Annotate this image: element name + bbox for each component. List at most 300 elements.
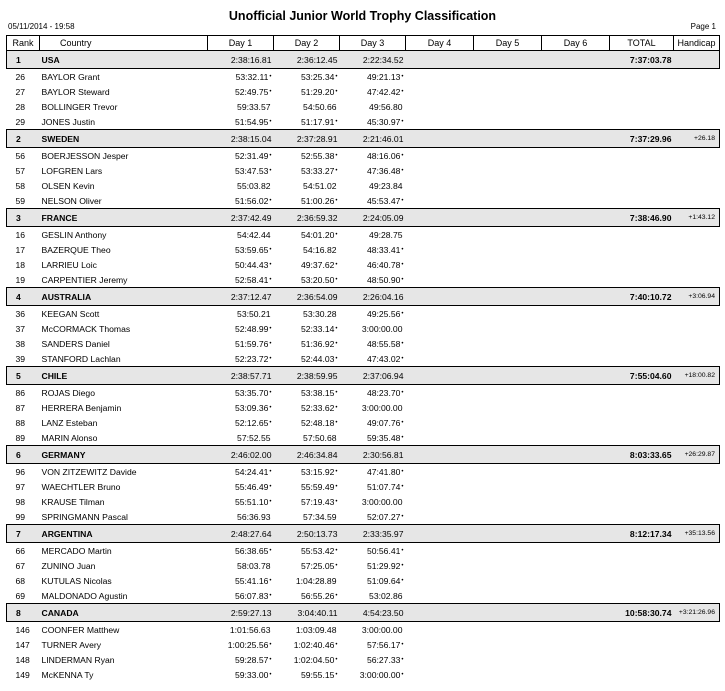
rider-day4: [406, 69, 474, 85]
rider-day1: [208, 114, 274, 130]
rider-number-text: 66: [15, 545, 26, 556]
rider-name-text: ZUNINO Juan: [41, 560, 96, 571]
rider-name-text: LOFGREN Lars: [41, 165, 103, 176]
rider-number: [7, 558, 40, 573]
rider-name: [40, 84, 208, 99]
team-rank-text: 3: [16, 212, 21, 223]
rider-day1-text: 56:38.65: [234, 545, 269, 556]
best-time-marker: •: [335, 468, 338, 475]
rider-day6: [542, 479, 610, 494]
rider-day3: [340, 558, 406, 573]
rider-day3-text: 3:00:00.00: [361, 402, 403, 413]
rider-day5: [474, 69, 542, 85]
team-day3: [340, 130, 406, 148]
rider-name-text: LINDERMAN Ryan: [41, 654, 115, 665]
rider-name: [40, 464, 208, 480]
rider-handicap: [674, 509, 720, 525]
rider-day4: [406, 193, 474, 209]
rider-day6: [542, 509, 610, 525]
rider-day2: [274, 351, 340, 367]
rider-row: [7, 336, 720, 351]
rider-day4: [406, 272, 474, 288]
rider-day6: [542, 193, 610, 209]
team-rank: [7, 209, 40, 227]
col-day4: Day 4: [406, 36, 474, 51]
rider-handicap: [674, 193, 720, 209]
col-total: TOTAL: [610, 36, 674, 51]
rider-name-text: LANZ Esteban: [41, 417, 98, 428]
team-total: [610, 209, 674, 227]
rider-day5: [474, 573, 542, 588]
best-time-marker: •: [269, 340, 272, 347]
rider-day2-text: 59:55.15: [300, 669, 335, 680]
rider-number: [7, 84, 40, 99]
rider-total: [610, 321, 674, 336]
rider-day3-text: 48:50.90: [366, 274, 401, 285]
rider-number-text: 146: [15, 624, 30, 635]
rider-day1: [208, 637, 274, 652]
rider-name-text: LARRIEU Loic: [41, 259, 97, 270]
rider-day4: [406, 509, 474, 525]
best-time-marker: •: [335, 197, 338, 204]
rider-number-text: 98: [15, 496, 26, 507]
rider-number: [7, 430, 40, 446]
rider-handicap: [674, 272, 720, 288]
rider-row: [7, 351, 720, 367]
rider-name: [40, 114, 208, 130]
rider-number: [7, 415, 40, 430]
best-time-marker: •: [269, 246, 272, 253]
team-day4: [406, 446, 474, 464]
rider-day2-text: 49:37.62: [300, 259, 335, 270]
rider-handicap: [674, 227, 720, 243]
rider-day6: [542, 306, 610, 322]
rider-number-text: 28: [15, 101, 26, 112]
rider-number: [7, 163, 40, 178]
rider-day1-text: 59:33.57: [237, 101, 271, 112]
rider-day2: [274, 400, 340, 415]
rider-total: [610, 464, 674, 480]
team-day5: [474, 367, 542, 385]
team-total-text: 8:12:17.34: [629, 528, 672, 539]
rider-day5: [474, 667, 542, 682]
best-time-marker: •: [401, 340, 404, 347]
rider-name: [40, 272, 208, 288]
rider-day3: [340, 163, 406, 178]
rider-name-text: BOLLINGER Trevor: [41, 101, 118, 112]
rider-day3-text: 51:07.74: [366, 481, 401, 492]
col-handicap: Handicap: [674, 36, 720, 51]
rider-day2: [274, 588, 340, 604]
rider-day2: [274, 321, 340, 336]
rider-day1: [208, 558, 274, 573]
rider-day2: [274, 114, 340, 130]
rider-handicap: [674, 385, 720, 401]
best-time-marker: •: [401, 562, 404, 569]
rider-day5: [474, 479, 542, 494]
team-day4: [406, 367, 474, 385]
rider-handicap: [674, 558, 720, 573]
team-day2-text: 2:36:12.45: [296, 54, 338, 65]
rider-name-text: GESLIN Anthony: [41, 229, 107, 240]
team-day1-text: 2:38:57.71: [230, 370, 272, 381]
rider-day2-text: 51:17.91: [300, 116, 335, 127]
rider-number-text: 18: [15, 259, 26, 270]
rider-number: [7, 114, 40, 130]
rider-day6: [542, 178, 610, 193]
rider-day1: [208, 494, 274, 509]
rider-day1-text: 51:56.02: [234, 195, 269, 206]
rider-day1-text: 52:12.65: [234, 417, 269, 428]
rider-name-text: KEEGAN Scott: [41, 308, 100, 319]
rider-day2: [274, 306, 340, 322]
rider-handicap: [674, 114, 720, 130]
rider-day5: [474, 148, 542, 164]
rider-day1-text: 54:24.41: [234, 466, 269, 477]
rider-day4: [406, 257, 474, 272]
best-time-marker: •: [269, 483, 272, 490]
team-country-text: ARGENTINA: [41, 528, 93, 539]
best-time-marker: •: [269, 498, 272, 505]
rider-day3: [340, 336, 406, 351]
rider-day2-text: 53:25.34: [300, 71, 335, 82]
rider-name: [40, 637, 208, 652]
rider-total: [610, 257, 674, 272]
col-day6: Day 6: [542, 36, 610, 51]
rider-day6: [542, 543, 610, 559]
col-country: Country: [40, 36, 208, 51]
rider-day3-text: 48:23.70: [366, 387, 401, 398]
best-time-marker: •: [335, 404, 338, 411]
rider-day2: [274, 193, 340, 209]
rider-day2-text: 56:55.26: [300, 590, 335, 601]
rider-row: [7, 479, 720, 494]
rider-handicap: [674, 652, 720, 667]
rider-number-text: 29: [15, 116, 26, 127]
team-handicap: [674, 51, 720, 69]
best-time-marker: •: [335, 498, 338, 505]
rider-day6: [542, 385, 610, 401]
rider-number: [7, 257, 40, 272]
rider-day2-text: 57:19.43: [300, 496, 335, 507]
report-header: [0, 0, 725, 34]
rider-day3: [340, 321, 406, 336]
rider-day4: [406, 148, 474, 164]
rider-day3-text: 47:36.48: [366, 165, 401, 176]
rider-day1: [208, 193, 274, 209]
rider-name: [40, 509, 208, 525]
rider-day1: [208, 622, 274, 638]
team-day6: [542, 209, 610, 227]
team-day2-text: 2:50:13.73: [296, 528, 338, 539]
team-day3: [340, 367, 406, 385]
rider-day4: [406, 573, 474, 588]
rider-name-text: NELSON Oliver: [41, 195, 102, 206]
rider-day2: [274, 464, 340, 480]
team-row: [7, 51, 720, 69]
best-time-marker: •: [401, 355, 404, 362]
best-time-marker: •: [335, 261, 338, 268]
rider-day2: [274, 385, 340, 401]
team-total: [610, 604, 674, 622]
rider-name-text: VON ZITZEWITZ Davide: [41, 466, 137, 477]
rider-day1-text: 53:50.21: [237, 308, 271, 319]
team-handicap: [674, 209, 720, 227]
team-day2-text: 2:38:59.95: [296, 370, 338, 381]
team-row: [7, 525, 720, 543]
col-rank: Rank: [7, 36, 40, 51]
team-rank: [7, 367, 40, 385]
rider-day2-text: 52:33.14: [300, 323, 335, 334]
rider-handicap: [674, 637, 720, 652]
rider-day1-text: 52:48.99: [234, 323, 269, 334]
rider-total: [610, 652, 674, 667]
rider-day5: [474, 430, 542, 446]
rider-day3-text: 47:42.42: [366, 86, 401, 97]
rider-day4: [406, 430, 474, 446]
rider-name: [40, 400, 208, 415]
rider-total: [610, 227, 674, 243]
rider-name: [40, 558, 208, 573]
rider-total: [610, 114, 674, 130]
rider-name-text: SPRINGMANN Pascal: [41, 511, 128, 522]
rider-total: [610, 178, 674, 193]
rider-number: [7, 227, 40, 243]
rider-number-text: 39: [15, 353, 26, 364]
rider-number: [7, 306, 40, 322]
rider-day6: [542, 99, 610, 114]
rider-day6: [542, 257, 610, 272]
rider-day3-text: 50:56.41: [366, 545, 401, 556]
rider-name: [40, 178, 208, 193]
team-country: [40, 525, 208, 543]
rider-number-text: 67: [15, 560, 26, 571]
rider-day1-text: 53:35.70: [234, 387, 269, 398]
rider-number: [7, 479, 40, 494]
rider-row: [7, 257, 720, 272]
team-day2-text: 3:04:40.11: [297, 607, 338, 618]
rider-name: [40, 99, 208, 114]
rider-name: [40, 163, 208, 178]
rider-total: [610, 69, 674, 85]
col-day5: Day 5: [474, 36, 542, 51]
rider-total: [610, 84, 674, 99]
rider-day1-text: 55:03.82: [237, 180, 271, 191]
rider-day3: [340, 385, 406, 401]
team-day5: [474, 288, 542, 306]
rider-name: [40, 321, 208, 336]
best-time-marker: •: [269, 404, 272, 411]
team-day1-text: 2:38:15.04: [230, 133, 272, 144]
rider-day5: [474, 114, 542, 130]
best-time-marker: •: [335, 483, 338, 490]
rider-row: [7, 509, 720, 525]
rider-day3-text: 51:29.92: [366, 560, 401, 571]
rider-day3: [340, 193, 406, 209]
rider-day4: [406, 588, 474, 604]
rider-day2: [274, 430, 340, 446]
rider-total: [610, 163, 674, 178]
team-country: [40, 130, 208, 148]
team-row: [7, 130, 720, 148]
rider-total: [610, 306, 674, 322]
team-day1-text: 2:38:16.81: [230, 54, 272, 65]
rider-day1-text: 51:54.95: [234, 116, 269, 127]
rider-day2-text: 52:33.62: [300, 402, 335, 413]
rider-day6: [542, 336, 610, 351]
team-day6: [542, 446, 610, 464]
best-time-marker: •: [335, 73, 338, 80]
rider-name-text: BAZERQUE Theo: [41, 244, 111, 255]
rider-number: [7, 667, 40, 682]
rider-day4: [406, 622, 474, 638]
rider-day1: [208, 321, 274, 336]
best-time-marker: •: [269, 592, 272, 599]
rider-day1: [208, 652, 274, 667]
best-time-marker: •: [269, 419, 272, 426]
best-time-marker: •: [269, 671, 272, 678]
rider-day6: [542, 163, 610, 178]
rider-day3: [340, 257, 406, 272]
best-time-marker: •: [335, 88, 338, 95]
rider-row: [7, 558, 720, 573]
rider-day3-text: 47:43.02: [366, 353, 401, 364]
rider-row: [7, 84, 720, 99]
rider-number-text: 36: [15, 308, 26, 319]
rider-name: [40, 479, 208, 494]
rider-row: [7, 306, 720, 322]
team-country-text: CANADA: [41, 607, 79, 618]
team-handicap-text: +26:29.87: [684, 451, 715, 458]
team-day4: [406, 130, 474, 148]
best-time-marker: •: [401, 656, 404, 663]
rider-day4: [406, 99, 474, 114]
rider-day1-text: 52:58.41: [234, 274, 269, 285]
rider-day4: [406, 227, 474, 243]
rider-day2-text: 54:50.66: [303, 101, 337, 112]
rider-day2-text: 54:51.02: [303, 180, 337, 191]
rider-day2-text: 55:53.42: [300, 545, 335, 556]
rider-row: [7, 69, 720, 85]
rider-day2: [274, 227, 340, 243]
rider-number-text: 57: [15, 165, 26, 176]
rider-day2: [274, 573, 340, 588]
rider-day1-text: 53:09.36: [234, 402, 269, 413]
team-country-text: USA: [41, 54, 60, 65]
team-day4: [406, 209, 474, 227]
rider-total: [610, 336, 674, 351]
team-day1: [208, 51, 274, 69]
rider-number: [7, 400, 40, 415]
rider-total: [610, 543, 674, 559]
rider-day2-text: 1:02:04.50: [293, 654, 335, 665]
rider-number-text: 58: [15, 180, 26, 191]
rider-day3-text: 56:27.33: [366, 654, 401, 665]
rider-day6: [542, 573, 610, 588]
team-day4: [406, 525, 474, 543]
rider-day4: [406, 400, 474, 415]
rider-day1: [208, 667, 274, 682]
team-total-text: 7:38:46.90: [629, 212, 672, 223]
rider-name: [40, 622, 208, 638]
best-time-marker: •: [401, 389, 404, 396]
team-rank: [7, 130, 40, 148]
rider-day5: [474, 543, 542, 559]
rider-name-text: HERRERA Benjamin: [41, 402, 122, 413]
rider-day5: [474, 509, 542, 525]
rider-day4: [406, 336, 474, 351]
rider-row: [7, 385, 720, 401]
rider-day3-text: 49:28.75: [369, 229, 403, 240]
rider-name-text: WAECHTLER Bruno: [41, 481, 121, 492]
rider-name-text: KRAUSE Tilman: [41, 496, 105, 507]
team-total-text: 10:58:30.74: [625, 607, 672, 618]
rider-day2: [274, 99, 340, 114]
rider-day3: [340, 99, 406, 114]
team-country-text: SWEDEN: [41, 133, 80, 144]
team-rank-text: 4: [16, 291, 21, 302]
rider-handicap: [674, 84, 720, 99]
best-time-marker: •: [269, 118, 272, 125]
best-time-marker: •: [401, 276, 404, 283]
rider-name: [40, 573, 208, 588]
rider-number: [7, 148, 40, 164]
team-country: [40, 288, 208, 306]
rider-day1: [208, 479, 274, 494]
team-total: [610, 446, 674, 464]
rider-day3: [340, 351, 406, 367]
rider-number: [7, 637, 40, 652]
rider-day2: [274, 178, 340, 193]
rider-day5: [474, 321, 542, 336]
best-time-marker: •: [401, 73, 404, 80]
rider-day3: [340, 84, 406, 99]
rider-day3-text: 57:56.17: [366, 639, 401, 650]
best-time-marker: •: [335, 340, 338, 347]
rider-total: [610, 622, 674, 638]
rider-day1: [208, 415, 274, 430]
best-time-marker: •: [401, 641, 404, 648]
team-rank-text: 6: [16, 449, 21, 460]
team-handicap-text: +18:00.82: [684, 372, 715, 379]
rider-total: [610, 272, 674, 288]
rider-day1: [208, 272, 274, 288]
best-time-marker: •: [401, 197, 404, 204]
rider-day6: [542, 667, 610, 682]
classification-table: [6, 35, 720, 682]
rider-name: [40, 227, 208, 243]
team-day1-text: 2:37:42.49: [230, 212, 272, 223]
team-rank-text: 7: [16, 528, 21, 539]
rider-day3: [340, 494, 406, 509]
rider-total: [610, 385, 674, 401]
rider-day1: [208, 464, 274, 480]
best-time-marker: •: [335, 276, 338, 283]
rider-day3-text: 48:55.58: [366, 338, 401, 349]
best-time-marker: •: [269, 88, 272, 95]
team-day3: [340, 446, 406, 464]
team-day3-text: 2:37:06.94: [362, 370, 404, 381]
team-rank: [7, 525, 40, 543]
rider-day5: [474, 588, 542, 604]
rider-day1: [208, 257, 274, 272]
rider-day6: [542, 400, 610, 415]
rider-row: [7, 163, 720, 178]
rider-day5: [474, 257, 542, 272]
rider-row: [7, 400, 720, 415]
best-time-marker: •: [335, 562, 338, 569]
rider-number-text: 89: [15, 432, 26, 443]
